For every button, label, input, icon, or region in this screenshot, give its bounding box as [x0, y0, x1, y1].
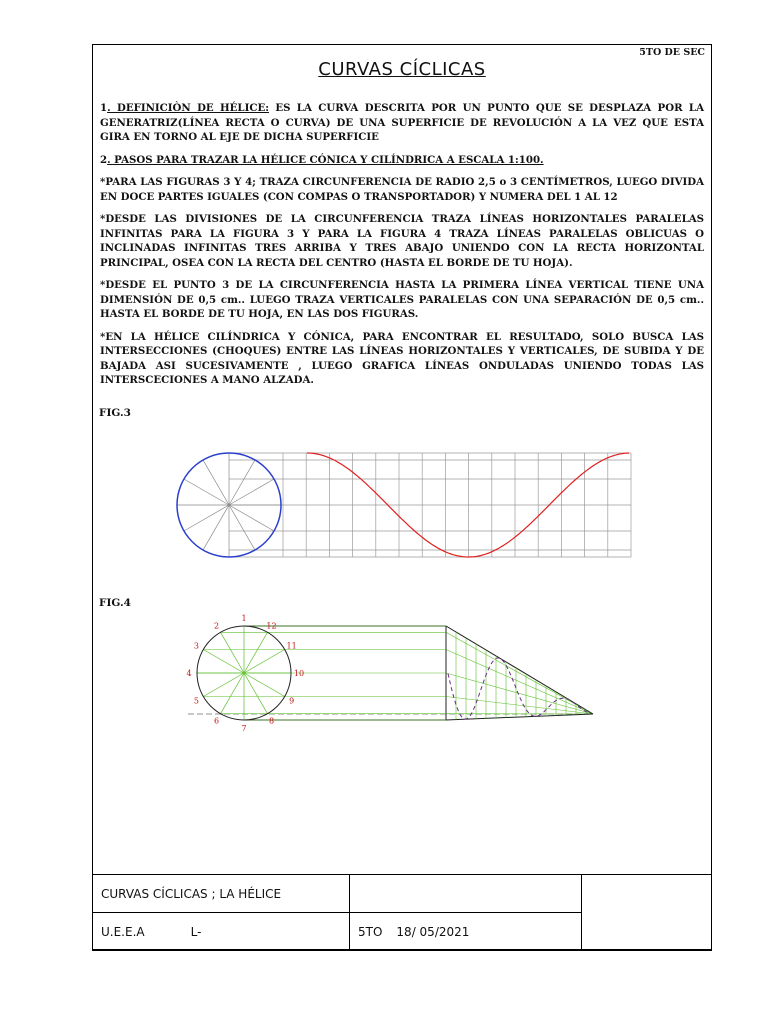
step-1-paragraph: *PARA LAS FIGURAS 3 Y 4; TRAZA CIRCUNFERENCIA DE RADIO 2,5 o 3 CENTÍMETROS, LUEGO DIVIDA EN DOCE PARTES IGUALES (CON COMPAS O TRANSPORTADOR) Y NUMERA DEL 1 AL 12 — [100, 176, 704, 203]
fig3-spoke — [229, 479, 274, 505]
fig4-division-number: 6 — [213, 716, 220, 726]
fig3-spoke — [203, 505, 229, 550]
fig4-division-number: 12 — [266, 621, 277, 631]
fig3-spoke — [229, 505, 274, 531]
fig4-spoke — [203, 650, 244, 674]
fig4-spoke — [221, 632, 245, 673]
grade-label: 5TO DE SEC — [639, 47, 705, 58]
student-initial: L- — [190, 924, 202, 939]
title-block-title: CURVAS CÍCLICAS ; LA HÉLICE — [93, 875, 350, 913]
steps-heading-paragraph — [100, 153, 704, 168]
fig4-conical-helix-curve — [448, 658, 590, 719]
fig3-label: FIG.3 — [99, 407, 131, 419]
fig4-spoke — [244, 673, 285, 697]
fig4-division-number: 7 — [241, 724, 247, 733]
fig4-cone-ray — [446, 673, 593, 714]
fig4-division-number: 11 — [286, 641, 297, 651]
fig4-division-number: 8 — [268, 716, 275, 726]
fig4-spoke — [244, 650, 285, 674]
fig3-spoke — [229, 460, 255, 505]
fig4-spoke — [244, 632, 268, 673]
fig4-division-number: 3 — [193, 641, 199, 651]
definition-paragraph — [100, 101, 704, 145]
fig4-division-number: 9 — [289, 696, 295, 706]
fig4-division-number: 5 — [193, 696, 199, 706]
fig4-division-number: 1 — [241, 614, 247, 623]
fig4-division-number: 10 — [293, 669, 305, 678]
fig3-spoke — [203, 460, 229, 505]
steps-heading: . PASOS PARA TRAZAR LA HÉLICE CÓNICA Y CILÍNDRICA A ESCALA 1:100. — [107, 153, 544, 166]
fig4-division-number: 4 — [186, 669, 192, 678]
definition-number: 1 — [100, 102, 108, 114]
fig4-cone-edge — [446, 626, 593, 714]
title-block-empty-cell — [350, 875, 582, 913]
school-label: U.E.E.A — [101, 924, 145, 939]
instructions-text — [100, 101, 704, 396]
date-value: 18/ 05/2021 — [396, 924, 470, 939]
fig4-cone-edge — [446, 714, 593, 720]
fig3-spoke — [229, 505, 255, 550]
fig4-cone-ray — [446, 697, 593, 715]
step-2-paragraph: *DESDE LAS DIVISIONES DE LA CIRCUNFERENCIA TRAZA LÍNEAS HORIZONTALES PARALELAS INFINITAS PARA LA FIGURA 3 Y PARA LA FIGURA 4 TRAZA LÍNEAS PARALELAS OBLICUAS O INCLINADAS INFINITAS TRES ARRIBA Y TRES ABAJO UNIENDO CON LA RECTA HORIZONTAL PRINCIPAL, OSEA CON LA RECTA DEL CENTRO (HASTA EL BORDE DE TU HOJA). — [100, 213, 704, 269]
step-4-paragraph: *EN LA HÉLICE CILÍNDRICA Y CÓNICA, PARA ENCONTRAR EL RESULTADO, SOLO BUSCA LAS INTERSECCIONES (CHOQUES) ENTRE LAS LÍNEAS HORIZONTALES Y VERTICALES, DE SUBIDA Y DE BAJADA ASI SUCESIVAMENTE , LUEGO GRAFICA LÍNEAS ONDULADAS UNIENDO TODAS LAS INTERSCECIONES A MANO ALZADA. — [100, 330, 704, 386]
fig4-spoke — [244, 673, 268, 714]
fig4-cone-ray — [446, 632, 593, 714]
fig4-cone-ray — [446, 650, 593, 715]
page-title: CURVAS CÍCLICAS — [318, 59, 486, 80]
definition-heading: . DEFINICIÒN DE HÉLICE: — [107, 102, 269, 114]
fig4-spoke — [203, 673, 244, 697]
definition-text: ES LA CURVA DESCRITA POR UN PUNTO QUE SE DESPLAZA POR LA GENERATRIZ(LÍNEA RECTA O CURVA) DE UNA SUPERFICIE DE REVOLUCIÓN A LA VEZ QUE ESTA GIRA EN TORNO AL EJE DE DICHA SUPERFICIE — [100, 102, 704, 143]
fig4-label: FIG.4 — [99, 597, 131, 609]
title-block-date-cell — [350, 913, 582, 951]
fig3-spoke — [184, 479, 229, 505]
conical-helix-figure — [188, 615, 598, 760]
title-block-school-cell — [93, 913, 350, 951]
fig3-spoke — [184, 505, 229, 531]
worksheet-frame — [92, 44, 712, 950]
title-block — [92, 874, 712, 951]
fig3-grid — [229, 453, 631, 557]
steps-number: 2 — [100, 153, 108, 166]
fig4-division-number: 2 — [213, 621, 220, 631]
step-3-paragraph: *DESDE EL PUNTO 3 DE LA CIRCUNFERENCIA HASTA LA PRIMERA LÍNEA VERTICAL TIENE UNA DIMENSIÓN DE 0,5 cm.. LUEGO TRAZA VERTICALES PARALELAS CON UNA SEPARACIÓN DE 0,5 cm.. HASTA EL BORDE DE TU HOJA, EN LAS DOS FIGURAS. — [100, 279, 704, 320]
fig4-spoke — [221, 673, 245, 714]
title-block-grade-cell — [582, 875, 712, 951]
cylindrical-helix-figure — [175, 451, 635, 601]
grade-value: 5TO — [358, 924, 383, 939]
